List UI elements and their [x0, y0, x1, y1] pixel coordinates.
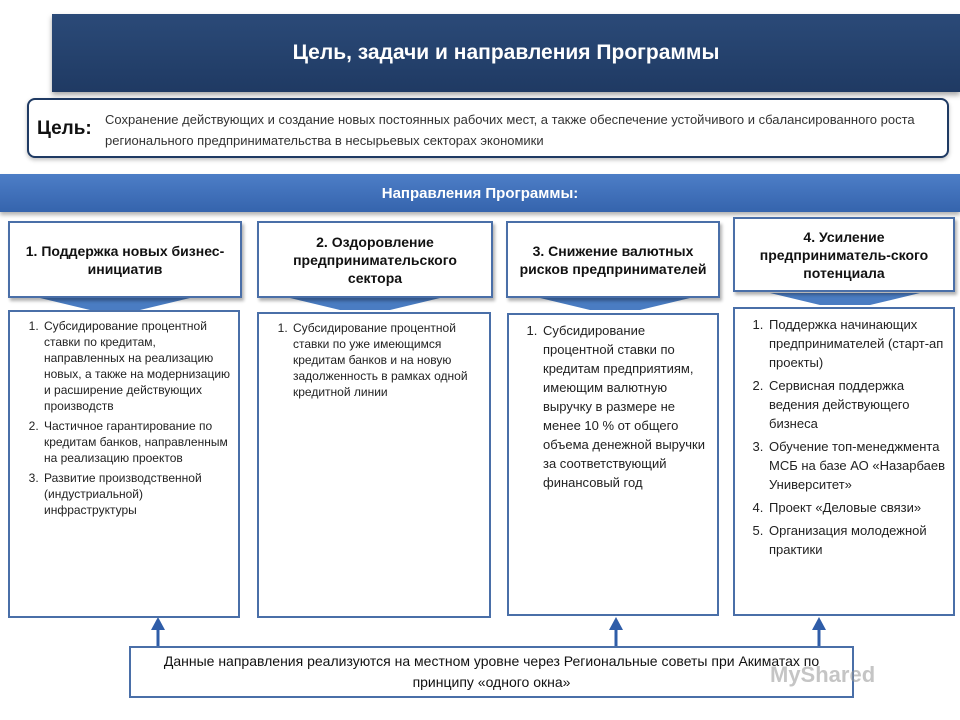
direction-2-heading-text: 2. Оздоровление предпринимательского сектора: [293, 233, 457, 286]
direction-1-body: [8, 310, 240, 618]
arrow-up-3-head: [609, 617, 623, 630]
direction-3-heading-text: 3. Снижение валютных рисков предпринимателей: [519, 242, 707, 277]
direction-3-body: [507, 313, 719, 616]
watermark-logo: [770, 662, 875, 688]
goal-label: Цель:: [37, 118, 92, 139]
goal-box: [27, 98, 949, 158]
title-bar: [52, 14, 960, 92]
list-item: 3. Развитие производственной (индустриальной) инфраструктуры: [42, 470, 232, 518]
list-item: 2. Сервисная поддержка ведения действующего бизнеса: [767, 376, 947, 433]
list-item: 1. Субсидирование процентной ставки по кредитам, направленных на реализацию новых, а также на модернизацию и расширение действующих производств: [42, 318, 232, 414]
direction-2-heading: [257, 221, 493, 298]
list-item: 3. Обучение топ-менеджмента МСБ на базе АО «Назарбаев Университет»: [767, 437, 947, 494]
direction-1-heading-text: 1. Поддержка новых бизнес- инициатив: [25, 242, 225, 277]
list-item: 1. Поддержка начинающих предпринимателей (старт-ап проекты): [767, 315, 947, 372]
list-item: 4. Проект «Деловые связи»: [767, 498, 947, 517]
goal-text: Сохранение действующих и создание новых постоянных рабочих мест, а также обеспечение устойчивого и сбалансированного роста регионального предпринимательства в несырьевых секторах экономики: [105, 112, 915, 148]
direction-1-heading: [8, 221, 242, 298]
direction-4-body: [733, 307, 955, 616]
header-pointer-3: [540, 298, 690, 310]
list-item: 2. Частичное гарантирование по кредитам банков, направленным на реализацию проектов: [42, 418, 232, 466]
header-pointer-1: [40, 298, 190, 310]
page-title: Цель, задачи и направления Программы: [292, 41, 720, 64]
list-item: 1. Субсидирование процентной ставки по уже имеющимся кредитам банков и на новую задолженность в рамках одной кредитной линии: [291, 320, 483, 400]
list-item: 5. Организация молодежной практики: [767, 521, 947, 559]
arrow-up-4-head: [812, 617, 826, 630]
direction-4-heading: [733, 217, 955, 292]
watermark-text: MyShared: [770, 662, 876, 687]
list-item: 1. Субсидирование процентной ставки по кредитам предприятиям, имеющим валютную выручку в размере не менее 10 % от общего объема денежной выручки за соответствующий финансовый год: [541, 321, 711, 492]
header-pointer-2: [290, 298, 440, 310]
direction-3-heading: [506, 221, 720, 298]
direction-4-heading-text: 4. Усиление предприниматель-ского потенциала: [759, 228, 929, 281]
implementation-note-text: Данные направления реализуются на местном уровне через Региональные советы при Акиматах по принципу «одного окна»: [163, 653, 820, 690]
directions-band: [0, 174, 960, 212]
directions-label: Направления Программы:: [381, 184, 579, 202]
implementation-note: [129, 646, 854, 698]
header-pointer-4: [770, 293, 920, 305]
direction-2-body: [257, 312, 491, 618]
arrow-up-1-head: [151, 617, 165, 630]
